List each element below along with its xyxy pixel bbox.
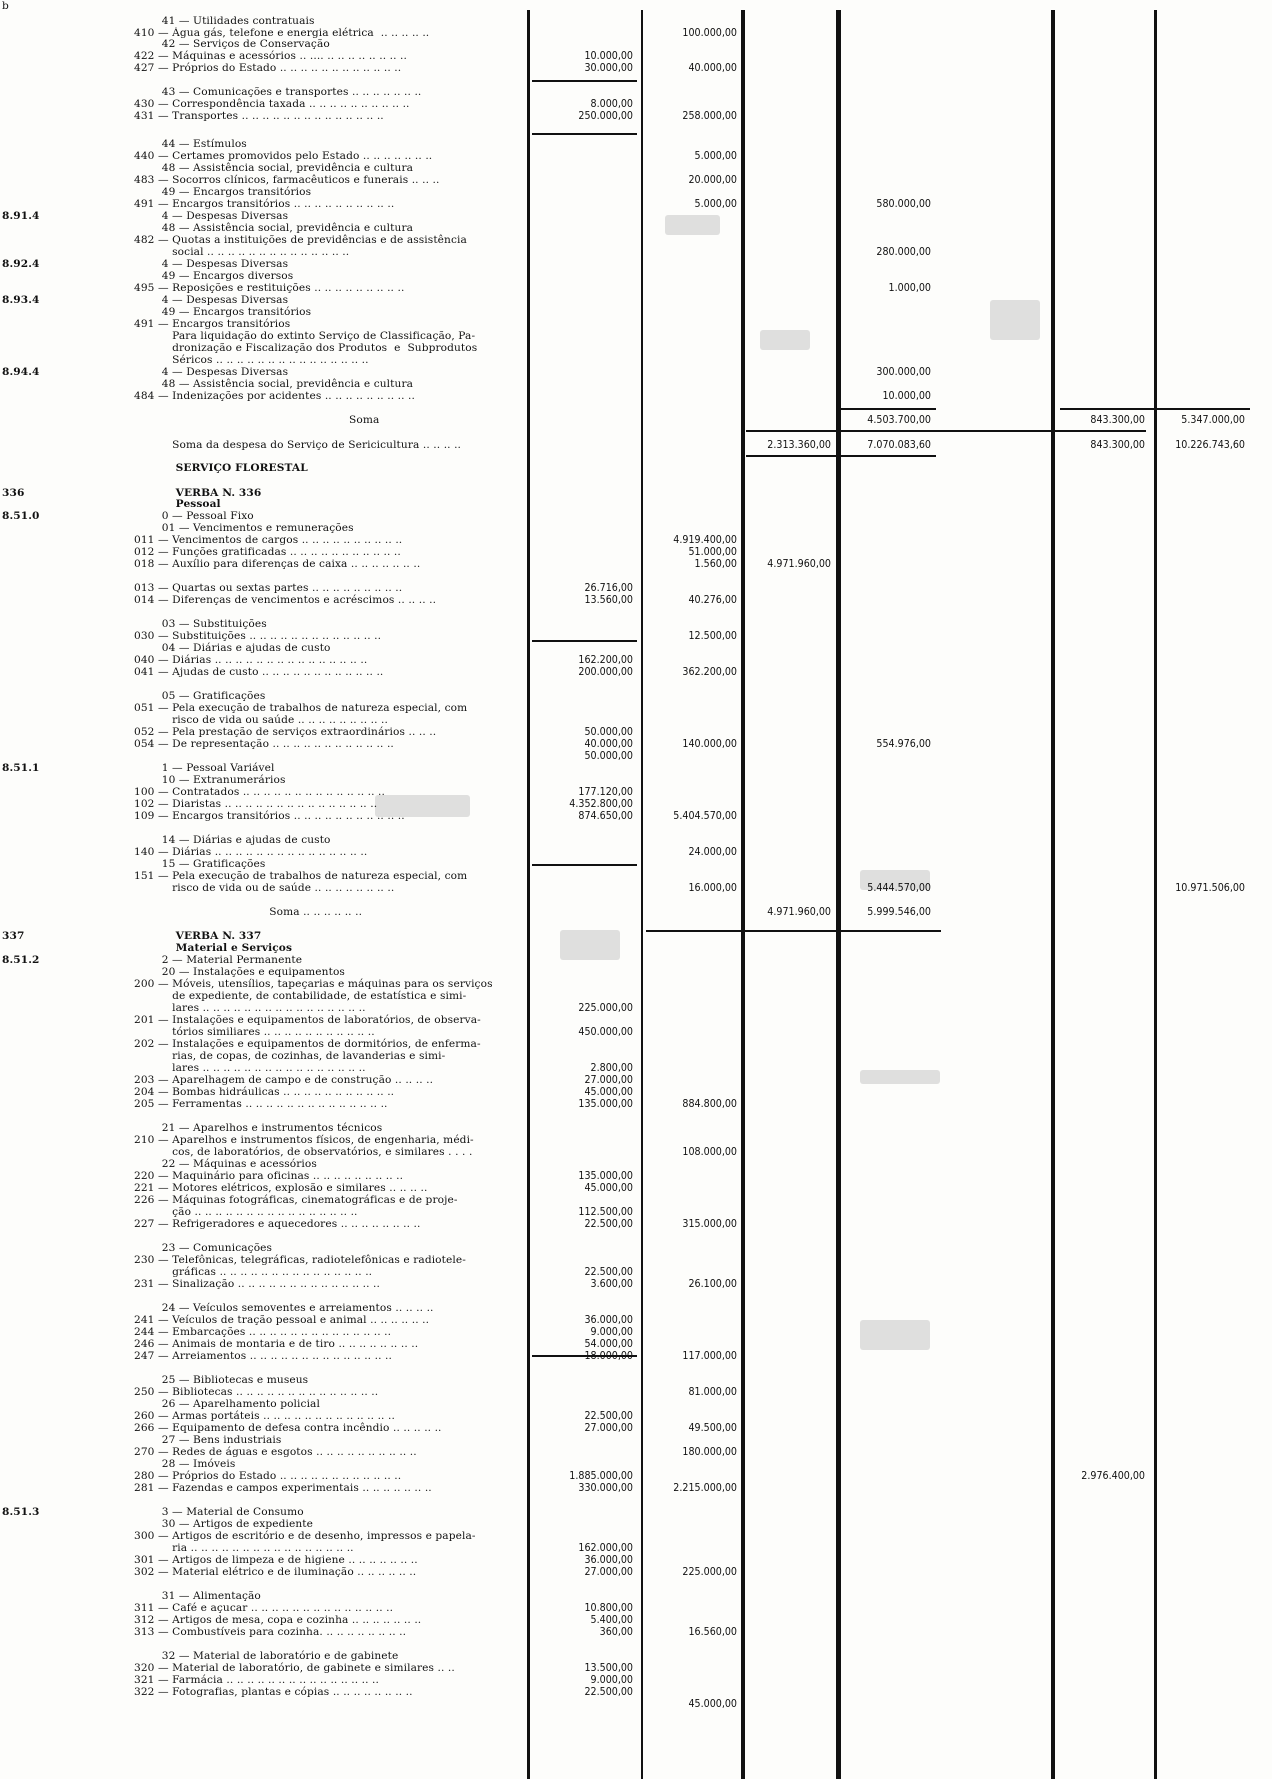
ledger-line: 012 — Funções gratificadas .. .. .. .. .. .. .. .. .. .. .. [134,546,401,558]
ledger-line: rias, de copas, de cozinhas, de lavanderias e simi- [134,1050,446,1062]
amount-cell: 300.000,00 [876,366,931,378]
amount-cell: 162.000,00 [578,1542,633,1554]
amount-cell: 54.000,00 [584,1338,633,1350]
ledger-line: 4 — Despesas Diversas [134,258,289,270]
amount-cell: 5.000,00 [694,150,737,162]
subtotal-rule [532,864,637,866]
ledger-line: 210 — Aparelhos e instrumentos físicos, de engenharia, médi- [134,1134,474,1146]
column-rule [741,10,745,1779]
ledger-line: 321 — Farmácia .. .. .. .. .. .. .. .. .. .. .. .. .. .. .. [134,1674,379,1686]
ledger-line: Soma .. .. .. .. .. .. [134,906,363,918]
ledger-line: Pessoal [134,498,221,510]
ledger-line: de expediente, de contabilidade, de estatística e simi- [134,990,467,1002]
amount-cell: 225.000,00 [682,1566,737,1578]
ledger-line: 301 — Artigos de limpeza e de higiene .. .. .. .. .. .. .. [134,1554,418,1566]
ledger-line: 42 — Serviços de Conservação [134,38,330,50]
scan-speck [560,930,620,960]
ledger-line: 018 — Auxílio para diferenças de caixa .. .. .. .. .. .. .. [134,558,421,570]
ledger-line: 431 — Transportes .. .. .. .. .. .. .. .. .. .. .. .. .. .. [134,110,384,122]
classification-code: 8.51.1 [2,762,40,774]
ledger-line: 28 — Imóveis [134,1458,236,1470]
subtotal-rule [646,930,941,932]
classification-code: 336 [2,487,25,499]
ledger-line: 48 — Assistência social, previdência e cultura [134,378,414,390]
ledger-line: 48 — Assistência social, previdência e cultura [134,162,414,174]
ledger-line: 44 — Estímulos [134,138,247,150]
amount-cell: 3.600,00 [590,1278,633,1290]
ledger-line: 49 — Encargos diversos [134,270,294,282]
amount-cell: 4.919.400,00 [673,534,737,546]
amount-cell: 330.000,00 [578,1482,633,1494]
ledger-line: 100 — Contratados .. .. .. .. .. .. .. .. .. .. .. .. .. .. [134,786,385,798]
ledger-line: 226 — Máquinas fotográficas, cinematográficas e de proje- [134,1194,458,1206]
amount-cell: 554.976,00 [876,738,931,750]
ledger-line: 200 — Móveis, utensílios, tapeçarias e máquinas para os serviços [134,978,493,990]
ledger-line: lares .. .. .. .. .. .. .. .. .. .. .. .. .. .. .. .. [134,1002,366,1014]
amount-cell: 5.404.570,00 [673,810,737,822]
ledger-line: 221 — Motores elétricos, explosão e similares .. .. .. .. [134,1182,428,1194]
ledger-line: 27 — Bens industriais [134,1434,282,1446]
ledger-line: 01 — Vencimentos e remunerações [134,522,354,534]
amount-cell: 5.000,00 [694,198,737,210]
ledger-line: 43 — Comunicações e transportes .. .. .. .. .. .. .. [134,86,422,98]
ledger-line: 23 — Comunicações [134,1242,273,1254]
column-rule [527,10,530,1779]
ledger-line: 140 — Diárias .. .. .. .. .. .. .. .. .. .. .. .. .. .. .. [134,846,368,858]
ledger-line: 151 — Pela execução de trabalhos de natureza especial, com [134,870,468,882]
amount-cell: 843.300,00 [1090,414,1145,426]
ledger-line: 052 — Pela prestação de serviços extraordinários .. .. .. [134,726,437,738]
ledger-line: 32 — Material de laboratório e de gabinete [134,1650,399,1662]
amount-cell: 13.560,00 [584,594,633,606]
amount-cell: 360,00 [599,1626,633,1638]
ledger-line: 24 — Veículos semoventes e arreiamentos .. .. .. .. [134,1302,434,1314]
subtotal-rule [746,455,936,457]
ledger-line: 04 — Diárias e ajudas de custo [134,642,331,654]
ledger-line: 25 — Bibliotecas e museus [134,1374,309,1386]
scan-speck [990,300,1040,340]
classification-code: 337 [2,930,25,942]
ledger-line: cos, de laboratórios, de observatórios, e similares . . . . [134,1146,473,1158]
amount-cell: 49.500,00 [688,1422,737,1434]
classification-code: 8.51.0 [2,510,40,522]
amount-cell: 22.500,00 [584,1410,633,1422]
amount-cell: 1.885.000,00 [569,1470,633,1482]
subtotal-rule [532,80,637,82]
amount-cell: 2.976.400,00 [1081,1470,1145,1482]
amount-cell: 4.352.800,00 [569,798,633,810]
ledger-line: 203 — Aparelhagem de campo e de construção .. .. .. .. [134,1074,434,1086]
ledger-line: 260 — Armas portáteis .. .. .. .. .. .. .. .. .. .. .. .. .. [134,1410,395,1422]
ledger-line: 20 — Instalações e equipamentos [134,966,345,978]
ledger-line: 313 — Combustíveis para cozinha. .. .. .. .. .. .. .. .. [134,1626,407,1638]
amount-cell: 30.000,00 [584,62,633,74]
ledger-line: dronização e Fiscalização dos Produtos e Subprodutos [134,342,478,354]
amount-cell: 315.000,00 [682,1218,737,1230]
scan-speck [860,1320,930,1350]
amount-cell: 1.000,00 [888,282,931,294]
classification-code: 8.93.4 [2,294,40,306]
ledger-line: 440 — Certames promovidos pelo Estado .. .. .. .. .. .. .. [134,150,433,162]
ledger-line: 244 — Embarcações .. .. .. .. .. .. .. .. .. .. .. .. .. .. [134,1326,392,1338]
amount-cell: 10.800,00 [584,1602,633,1614]
amount-cell: 10.226.743,60 [1175,439,1245,451]
amount-cell: 362.200,00 [682,666,737,678]
amount-cell: 2.215.000,00 [673,1482,737,1494]
amount-cell: 10.971.506,00 [1175,882,1245,894]
amount-cell: 5.347.000,00 [1181,414,1245,426]
amount-cell: 16.000,00 [688,882,737,894]
ledger-line: 3 — Material de Consumo [134,1506,304,1518]
ledger-line: lares .. .. .. .. .. .. .. .. .. .. .. .. .. .. .. .. [134,1062,366,1074]
scan-speck [860,1070,940,1084]
ledger-line: 054 — De representação .. .. .. .. .. .. .. .. .. .. .. .. [134,738,394,750]
ledger-line: 320 — Material de laboratório, de gabinete e similares .. .. [134,1662,455,1674]
amount-cell: 7.070.083,60 [867,439,931,451]
ledger-line: VERBA N. 337 [134,930,262,942]
ledger-line: Material e Serviços [134,942,293,954]
amount-cell: 135.000,00 [578,1170,633,1182]
ledger-line: 48 — Assistência social, previdência e cultura [134,222,414,234]
column-rule [641,10,643,1779]
ledger-line: 26 — Aparelhamento policial [134,1398,320,1410]
ledger-line: 30 — Artigos de expediente [134,1518,313,1530]
ledger-line: 483 — Socorros clínicos, farmacêuticos e funerais .. .. .. [134,174,440,186]
ledger-line: 230 — Telefônicas, telegráficas, radiotelefônicas e radiotele- [134,1254,466,1266]
amount-cell: 5.999.546,00 [867,906,931,918]
ledger-line: 202 — Instalações e equipamentos de dormitórios, de enferma- [134,1038,481,1050]
amount-cell: 162.200,00 [578,654,633,666]
subtotal-rule [841,408,936,410]
amount-cell: 843.300,00 [1090,439,1145,451]
ledger-line: 280 — Próprios do Estado .. .. .. .. .. .. .. .. .. .. .. .. [134,1470,402,1482]
ledger-line: 484 — Indenizações por acidentes .. .. .. .. .. .. .. .. .. [134,390,415,402]
ledger-line: 14 — Diárias e ajudas de custo [134,834,331,846]
amount-cell: 580.000,00 [876,198,931,210]
ledger-line: 109 — Encargos transitórios .. .. .. .. .. .. .. .. .. .. .. [134,810,405,822]
ledger-line: 311 — Café e açucar .. .. .. .. .. .. .. .. .. .. .. .. .. .. [134,1602,394,1614]
classification-code: 8.94.4 [2,366,40,378]
amount-cell: 280.000,00 [876,246,931,258]
amount-cell: 45.000,00 [584,1182,633,1194]
ledger-line: 49 — Encargos transitórios [134,306,312,318]
ledger-line: 427 — Próprios do Estado .. .. .. .. .. .. .. .. .. .. .. .. [134,62,402,74]
amount-cell: 27.000,00 [584,1566,633,1578]
amount-cell: 26.100,00 [688,1278,737,1290]
ledger-line: 241 — Veículos de tração pessoal e animal .. .. .. .. .. .. [134,1314,430,1326]
ledger-line: 051 — Pela execução de trabalhos de natureza especial, com [134,702,468,714]
scan-speck [760,330,810,350]
ledger-line: gráficas .. .. .. .. .. .. .. .. .. .. .. .. .. .. .. [134,1266,373,1278]
ledger-line: 10 — Extranumerários [134,774,286,786]
amount-cell: 27.000,00 [584,1074,633,1086]
amount-cell: 5.400,00 [590,1614,633,1626]
amount-cell: 1.560,00 [694,558,737,570]
amount-cell: 10.000,00 [584,50,633,62]
subtotal-rule [532,640,637,642]
ledger-line: 302 — Material elétrico e de iluminação .. .. .. .. .. .. [134,1566,417,1578]
amount-cell: 40.000,00 [584,738,633,750]
amount-cell: 22.500,00 [584,1266,633,1278]
amount-cell: 22.500,00 [584,1218,633,1230]
amount-cell: 50.000,00 [584,750,633,762]
ledger-line: 014 — Diferenças de vencimentos e acréscimos .. .. .. .. [134,594,437,606]
amount-cell: 16.560,00 [688,1626,737,1638]
ledger-line: social .. .. .. .. .. .. .. .. .. .. .. .. .. .. [134,246,350,258]
corner-mark: b [2,0,9,12]
ledger-line: 270 — Redes de águas e esgotos .. .. .. .. .. .. .. .. .. .. [134,1446,417,1458]
amount-cell: 177.120,00 [578,786,633,798]
amount-cell: 2.313.360,00 [767,439,831,451]
amount-cell: 100.000,00 [682,27,737,39]
ledger-line: 204 — Bombas hidráulicas .. .. .. .. .. .. .. .. .. .. .. [134,1086,395,1098]
ledger-line: 041 — Ajudas de custo .. .. .. .. .. .. .. .. .. .. .. .. [134,666,384,678]
ledger-line: 410 — Água gás, telefone e energia elétrica .. .. .. .. .. [134,27,430,39]
amount-cell: 81.000,00 [688,1386,737,1398]
amount-cell: 20.000,00 [688,174,737,186]
ledger-line: 49 — Encargos transitórios [134,186,312,198]
amount-cell: 51.000,00 [688,546,737,558]
amount-cell: 26.716,00 [584,582,633,594]
amount-cell: 5.444.570,00 [867,882,931,894]
subtotal-rule [532,133,637,135]
ledger-line: 41 — Utilidades contratuais [134,15,315,27]
ledger-line: 013 — Quartas ou sextas partes .. .. .. .. .. .. .. .. .. [134,582,403,594]
ledger-line: 312 — Artigos de mesa, copa e cozinha .. .. .. .. .. .. .. [134,1614,422,1626]
amount-cell: 8.000,00 [590,98,633,110]
ledger-line: 491 — Encargos transitórios [134,318,291,330]
column-rule [836,10,841,1779]
classification-code: 8.91.4 [2,210,40,222]
amount-cell: 4.503.700,00 [867,414,931,426]
amount-cell: 108.000,00 [682,1146,737,1158]
amount-cell: 4.971.960,00 [767,906,831,918]
ledger-line: 220 — Maquinário para oficinas .. .. .. .. .. .. .. .. .. [134,1170,404,1182]
ledger-line: risco de vida ou de saúde .. .. .. .. .. .. .. .. [134,882,395,894]
ledger-line: 4 — Despesas Diversas [134,366,289,378]
amount-cell: 36.000,00 [584,1554,633,1566]
scan-speck [665,215,720,235]
amount-cell: 40.000,00 [688,62,737,74]
classification-code: 8.92.4 [2,258,40,270]
amount-cell: 112.500,00 [578,1206,633,1218]
ledger-line: 03 — Substituições [134,618,267,630]
ledger-line: 2 — Material Permanente [134,954,303,966]
ledger-line: 040 — Diárias .. .. .. .. .. .. .. .. .. .. .. .. .. .. .. [134,654,368,666]
ledger-line: 0 — Pessoal Fixo [134,510,254,522]
amount-cell: 24.000,00 [688,846,737,858]
ledger-line: 266 — Equipamento de defesa contra incêndio .. .. .. .. .. [134,1422,442,1434]
ledger-line: 4 — Despesas Diversas [134,294,289,306]
amount-cell: 4.971.960,00 [767,558,831,570]
ledger-line: 227 — Refrigeradores e aquecedores .. .. .. .. .. .. .. .. [134,1218,421,1230]
amount-cell: 2.800,00 [590,1062,633,1074]
ledger-line: 21 — Aparelhos e instrumentos técnicos [134,1122,383,1134]
amount-cell: 45.000,00 [584,1086,633,1098]
ledger-line: SERVIÇO FLORESTAL [134,462,308,474]
amount-cell: 45.000,00 [688,1698,737,1710]
ledger-line: 102 — Diaristas .. .. .. .. .. .. .. .. .. .. .. .. .. .. .. [134,798,378,810]
amount-cell: 884.800,00 [682,1098,737,1110]
ledger-line: 205 — Ferramentas .. .. .. .. .. .. .. .. .. .. .. .. .. .. [134,1098,388,1110]
subtotal-rule [1060,408,1250,410]
amount-cell: 27.000,00 [584,1422,633,1434]
classification-code: 8.51.3 [2,1506,40,1518]
ledger-line: Para liquidação do extinto Serviço de Classificação, Pa- [134,330,476,342]
ledger-line: 281 — Fazendas e campos experimentais .. .. .. .. .. .. .. [134,1482,432,1494]
amount-cell: 13.500,00 [584,1662,633,1674]
ledger-line: 15 — Gratificações [134,858,266,870]
column-rule [1154,10,1157,1779]
ledger-line: 491 — Encargos transitórios .. .. .. .. .. .. .. .. .. .. [134,198,395,210]
amount-cell: 117.000,00 [682,1350,737,1362]
amount-cell: 9.000,00 [590,1326,633,1338]
subtotal-rule [746,430,1146,432]
ledger-line: 05 — Gratificações [134,690,266,702]
amount-cell: 10.000,00 [882,390,931,402]
amount-cell: 450.000,00 [578,1026,633,1038]
amount-cell: 50.000,00 [584,726,633,738]
ledger-line: 422 — Máquinas e acessórios .. .... .. .. .. .. .. .. .. .. [134,50,407,62]
amount-cell: 135.000,00 [578,1098,633,1110]
column-rule [1051,10,1055,1779]
amount-cell: 22.500,00 [584,1686,633,1698]
ledger-line: 246 — Animais de montaria e de tiro .. .. .. .. .. .. .. .. [134,1338,419,1350]
amount-cell: 18.000,00 [584,1350,633,1362]
amount-cell: 200.000,00 [578,666,633,678]
ledger-line: 231 — Sinalização .. .. .. .. .. .. .. .. .. .. .. .. .. .. [134,1278,380,1290]
ledger-line: 322 — Fotografias, plantas e cópias .. .. .. .. .. .. .. .. [134,1686,413,1698]
ledger-line: 495 — Reposições e restituições .. .. .. .. .. .. .. .. .. [134,282,405,294]
amount-cell: 40.276,00 [688,594,737,606]
ledger-line: 22 — Máquinas e acessórios [134,1158,317,1170]
amount-cell: 9.000,00 [590,1674,633,1686]
ledger-line: ria .. .. .. .. .. .. .. .. .. .. .. .. .. .. .. .. [134,1542,354,1554]
amount-cell: 180.000,00 [682,1446,737,1458]
amount-cell: 12.500,00 [688,630,737,642]
amount-cell: 36.000,00 [584,1314,633,1326]
ledger-line: 011 — Vencimentos de cargos .. .. .. .. .. .. .. .. .. .. [134,534,403,546]
ledger-line: 201 — Instalações e equipamentos de laboratórios, de observa- [134,1014,481,1026]
ledger-line: 430 — Correspondência taxada .. .. .. .. .. .. .. .. .. .. [134,98,410,110]
amount-cell: 250.000,00 [578,110,633,122]
ledger-line: Soma [134,414,380,426]
amount-cell: 874.650,00 [578,810,633,822]
ledger-line: 250 — Bibliotecas .. .. .. .. .. .. .. .. .. .. .. .. .. .. [134,1386,379,1398]
ledger-line: 300 — Artigos de escritório e de desenho, impressos e papela- [134,1530,476,1542]
amount-cell: 258.000,00 [682,110,737,122]
ledger-line: 4 — Despesas Diversas [134,210,289,222]
ledger-line: ção .. .. .. .. .. .. .. .. .. .. .. .. .. .. .. .. [134,1206,358,1218]
ledger-line: 247 — Arreiamentos .. .. .. .. .. .. .. .. .. .. .. .. .. .. [134,1350,392,1362]
ledger-line: 31 — Alimentação [134,1590,261,1602]
ledger-line: Séricos .. .. .. .. .. .. .. .. .. .. .. .. .. .. .. [134,354,369,366]
amount-cell: 140.000,00 [682,738,737,750]
ledger-line: 482 — Quotas a instituições de previdências e de assistência [134,234,467,246]
ledger-line: VERBA N. 336 [134,487,262,499]
ledger-line: Soma da despesa do Serviço de Sericicultura .. .. .. .. [134,439,462,451]
ledger-line: risco de vida ou saúde .. .. .. .. .. .. .. .. .. [134,714,388,726]
ledger-line: 030 — Substituições .. .. .. .. .. .. .. .. .. .. .. .. .. [134,630,382,642]
ledger-line: 1 — Pessoal Variável [134,762,275,774]
amount-cell: 225.000,00 [578,1002,633,1014]
ledger-line: tórios similiares .. .. .. .. .. .. .. .. .. .. .. [134,1026,375,1038]
classification-code: 8.51.2 [2,954,40,966]
